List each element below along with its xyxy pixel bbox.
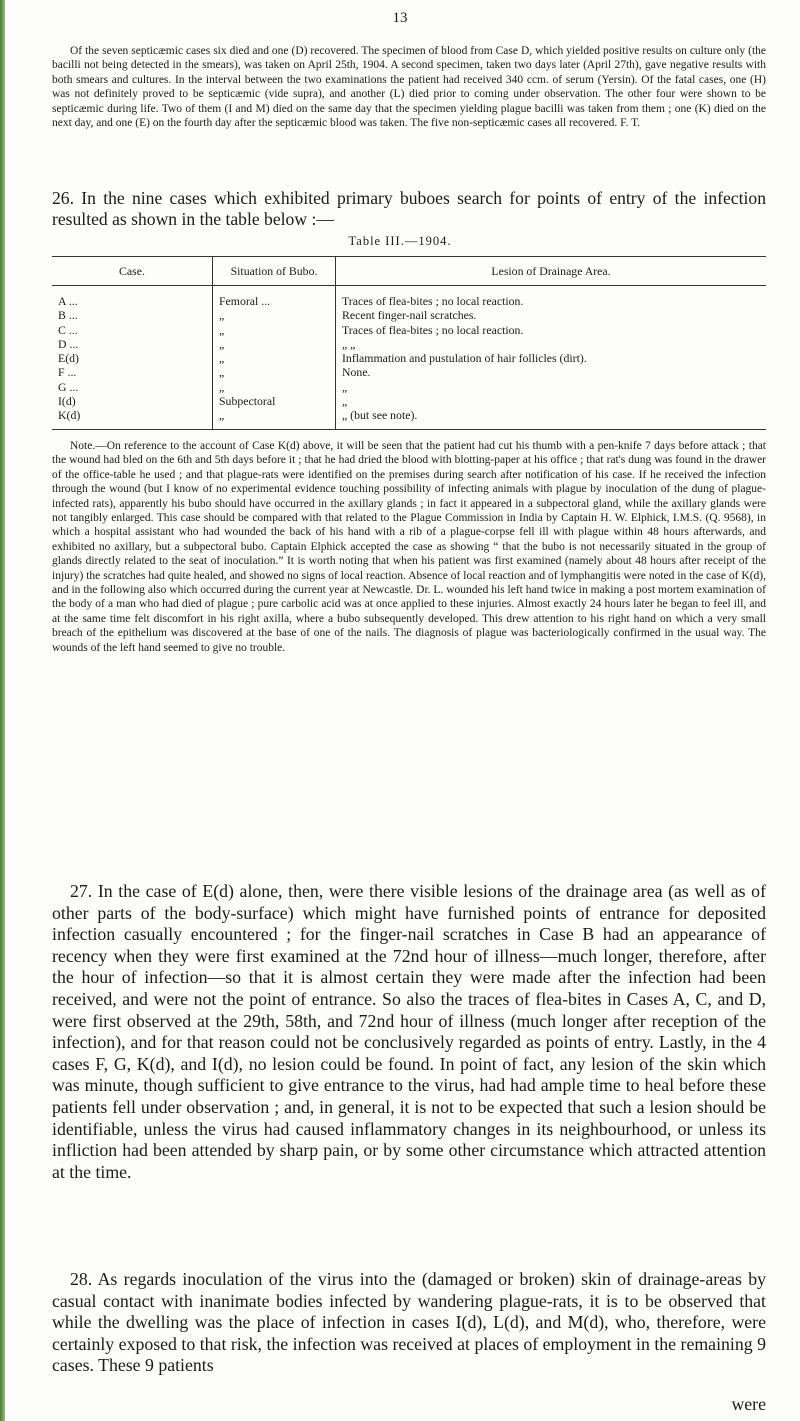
page-edge xyxy=(0,0,5,1421)
cell-situation: „ xyxy=(213,365,336,379)
cell-case: D ... xyxy=(58,336,79,351)
paragraph-26-text: 26. In the nine cases which exhibited primary buboes search for points of entry of the infection resulted as shown in the table below :— xyxy=(52,188,766,229)
table-row xyxy=(52,394,766,408)
paragraph-27-text: 27. In the case of E(d) alone, then, were there visible lesions of the drainage area (as well as of other parts of the body-surface) which might have furnished points of entrance for deposited infection casually encountered ; for the finger-nail scratches in Case B had an appearance of recency when they were first examined at the 72nd hour of illness—much longer, therefore, after the hour of infection—so that it is almost certain they were made after the infection had been received, and were not the point of entrance. So also the traces of flea-bites in Cases A, C, and D, were first observed at the 29th, 58th, and 72nd hour of illness (much longer after reception of the infection), and for that reason could not be conclusively regarded as points of entry. Lastly, in the 4 cases F, G, K(d), and I(d), no lesion could be found. In point of fact, any lesion of the skin which was minute, though sufficient to give entrance to the virus, had had ample time to heal before these patients fell under observation ; and, in general, it is not to be expected that such a lesion should be identifiable, unless the virus had caused inflammatory changes in its neighbourhood, or unless its infliction had been attended by sharp pain, or by some other circumstance which attracted attention at the time. xyxy=(52,881,766,1182)
page-number: 13 xyxy=(392,10,408,26)
paragraph-intro-text: Of the seven septicæmic cases six died and one (D) recovered. The specimen of blood from Case D, which yielded positive results on culture only (the bacilli not being detected in the smears), was taken on April 25th, 1904. A second specimen, taken two days later (April 27th), gave negative results with both smears and cultures. In the interval between the two examinations the patient had received 340 ccm. of serum (Yersin). Of the fatal cases, one (H) was not definitely proved to be septicæmic (vide supra), and another (L) died prior to coming under observation. The other four were shown to be septicæmic during life. Two of them (I and M) died on the same day that the specimen yielding plague bacilli was taken from them ; one (K) died on the next day, and one (E) on the fourth day after the septicæmic blood was taken. The five non-septicæmic cases all recovered. F. T. xyxy=(52,45,766,130)
note xyxy=(52,439,766,655)
cell-case: F ... xyxy=(58,365,77,380)
cell-lesion: „ xyxy=(336,394,767,408)
table-row xyxy=(52,286,766,309)
cell-lesion: „ xyxy=(336,380,767,394)
cell-case: C ... xyxy=(58,322,78,337)
note-text: Note.—On reference to the account of Case K(d) above, it will be seen that the patient had cut his thumb with a pen-knife 7 days before attack ; that the wound had bled on the 6th and 5th days before it ; that he had dried the blood with blotting-paper at his office ; that rat's dung was found in the drawer of the office-table he used ; and that plague-rats were identified on the premises during search after notification of his case. If he received the infection through the wound (but I know of no experimental evidence touching possibility of infecting animals with plague by inoculation of the dung of plague-infected rats), apparently his bubo should have occurred in the axillary glands ; in fact it appeared in a subpectoral gland, while the axillary glands were not tangibly enlarged. This case should be compared with that related to the Plague Commission in India by Captain H. W. Elphick, I.M.S. (Q. 9568), in which a hospital assistant who had wounded the back of his hand with a rib of a plague-corpse fell ill with plague within 48 hours afterwards, and exhibited no axillary, but a subpectoral bubo. Captain Elphick accepted the case as showing “ that the bubo is not necessarily situated in the group of glands directly related to the seat of inoculation.” It is worth noting that when his patient was first examined (namely about 48 hours after receipt of the injury) the scratches had quite healed, and showed no signs of local reaction. Absence of local reaction and of lymphangitis were noted in the case of K(d), and in the following also which occurred during the current year at Newcastle. Dr. L. wounded his left hand twice in making a post mortem examination of the body of a man who had died of plague ; pure carbolic acid was at once applied to these injuries. Almost exactly 24 hours later he began to feel ill, and at the same time felt discomfort in his right axilla, where a bubo subsequently developed. This drew attention to his right hand on which a very small breach of the epithelium was discovered at the base of one of the nails. The diagnosis of plague was bacteriologically confirmed in the usual way. The wounds of the left hand seemed to give no trouble. xyxy=(52,440,766,654)
cell-case: A ... xyxy=(58,294,78,308)
cell-lesion: Inflammation and pustulation of hair follicles (dirt). xyxy=(336,351,767,365)
cell-lesion: „ „ xyxy=(336,337,767,351)
table-row xyxy=(52,308,766,322)
cell-case: E(d) xyxy=(58,351,79,366)
table-row xyxy=(52,323,766,337)
cell-situation: „ xyxy=(213,380,336,394)
paragraph-28-text: 28. As regards inoculation of the virus into the (damaged or broken) skin of drainage-areas by casual contact with inanimate bodies infected by wandering plague-rats, it is to be observed that while the dwelling was the place of infection in cases I(d), L(d), and M(d), who, therefore, were certainly exposed to that risk, the infection was received at places of employment in the remaining 9 cases. These 9 patients xyxy=(52,1269,766,1376)
cell-situation: „ xyxy=(213,351,336,365)
paragraph-27 xyxy=(52,881,766,1183)
cell-situation: „ xyxy=(213,323,336,337)
cell-situation: „ xyxy=(213,308,336,322)
cell-lesion: „ (but see note). xyxy=(336,408,767,429)
paragraph-28 xyxy=(52,1269,766,1377)
cell-situation: „ xyxy=(213,408,336,429)
cell-lesion: Traces of flea-bites ; no local reaction. xyxy=(336,323,767,337)
table-row xyxy=(52,351,766,365)
header-case: Case. xyxy=(52,257,213,286)
table-title: Table III.—1904. xyxy=(348,234,452,248)
table-header-row xyxy=(52,257,766,286)
cell-lesion: None. xyxy=(336,365,767,379)
catchword: were xyxy=(731,1394,766,1414)
cell-case: K(d) xyxy=(52,408,213,429)
cell-case: B ... xyxy=(58,308,78,323)
cell-case: G ... xyxy=(58,379,79,394)
header-situation: Situation of Bubo. xyxy=(213,257,336,286)
paragraph-26 xyxy=(52,188,766,230)
header-lesion: Lesion of Drainage Area. xyxy=(336,257,767,286)
cell-situation: „ xyxy=(213,337,336,351)
table-row xyxy=(52,380,766,394)
paragraph-intro xyxy=(52,44,766,130)
table-row xyxy=(52,365,766,379)
cell-case: I(d) xyxy=(58,394,76,409)
table-iii xyxy=(52,256,766,430)
cell-situation: Subpectoral xyxy=(213,394,336,408)
cell-situation: Femoral ... xyxy=(213,286,336,309)
table-row xyxy=(52,408,766,429)
table-row xyxy=(52,337,766,351)
cell-lesion: Recent finger-nail scratches. xyxy=(336,308,767,322)
cell-lesion: Traces of flea-bites ; no local reaction. xyxy=(336,286,767,309)
